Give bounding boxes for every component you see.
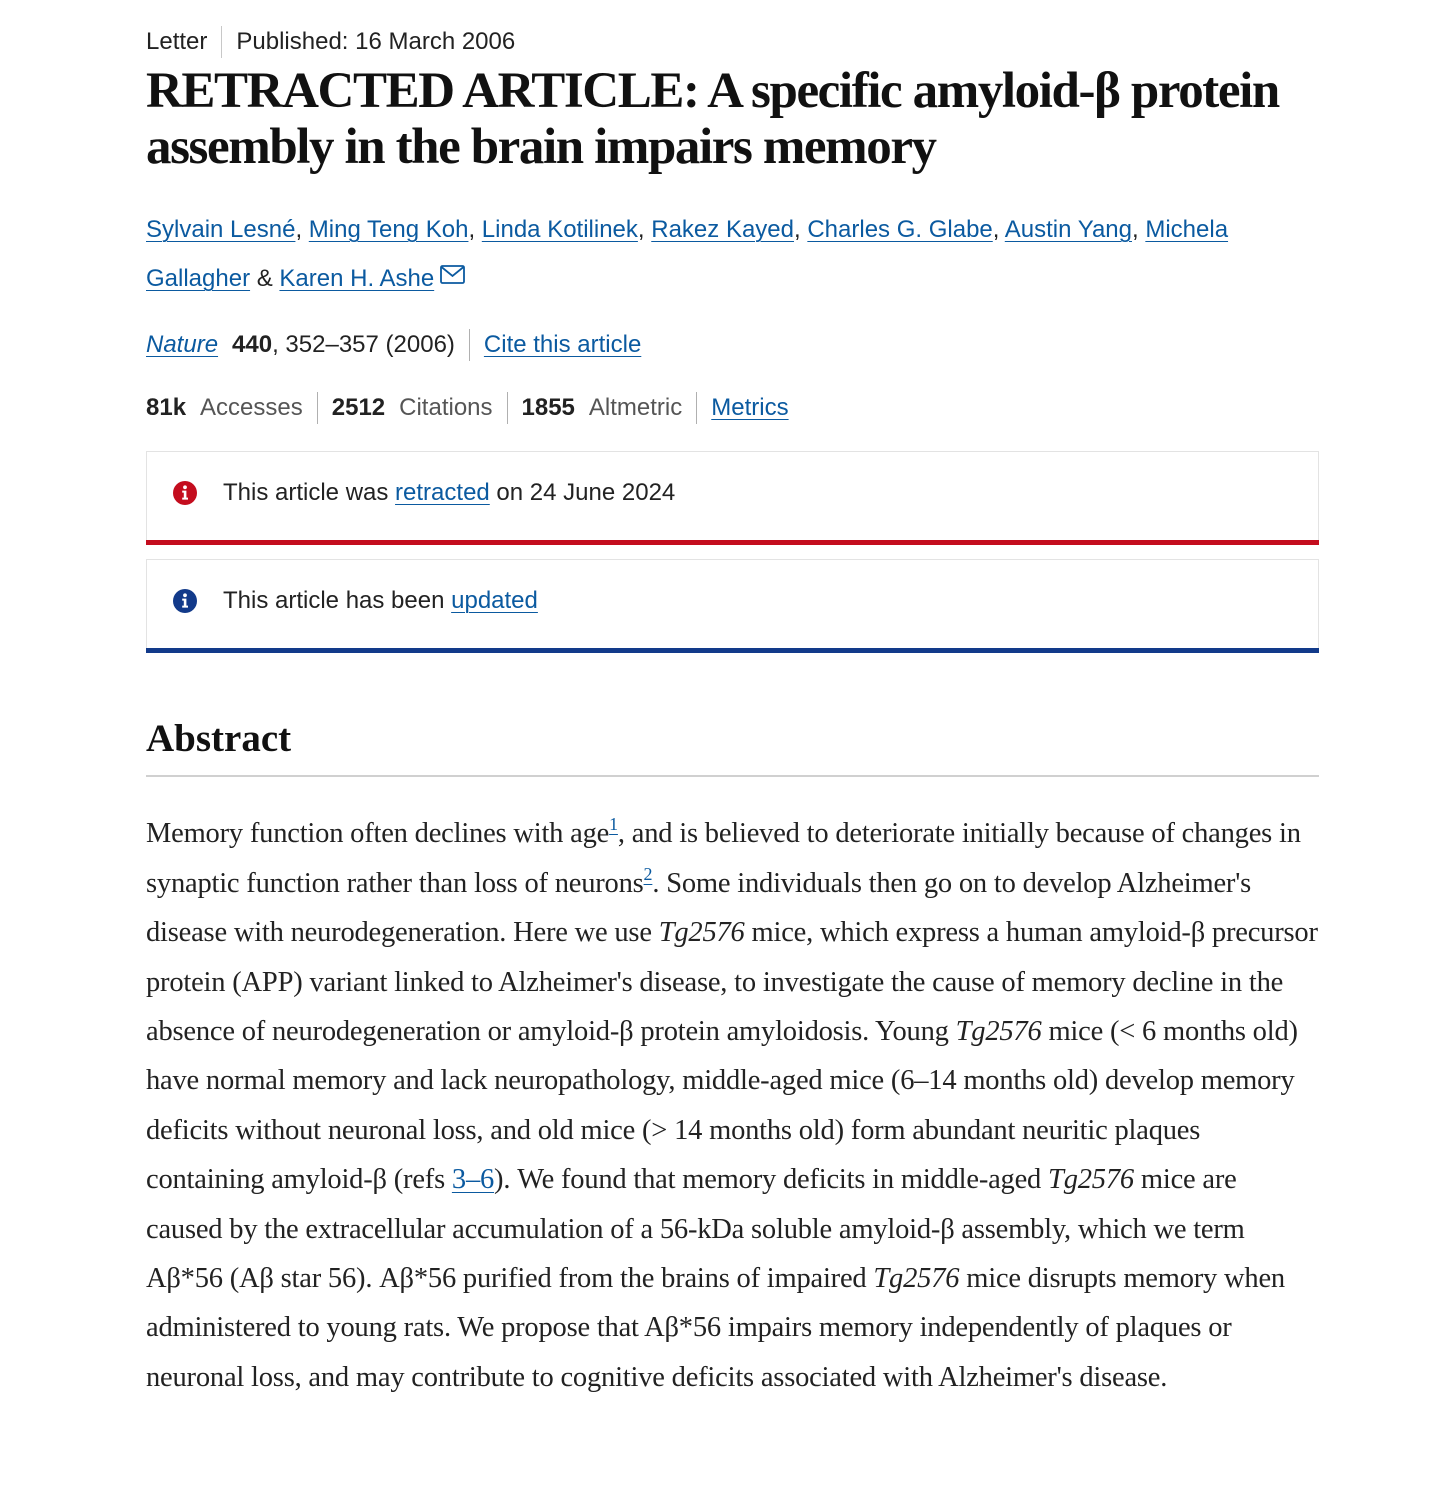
journal-pages-year: , 352–357 (2006) [272,331,455,358]
altmetric-score: 1855 [521,394,575,421]
altmetric-label: Altmetric [588,394,683,421]
meta-divider [221,26,222,58]
author-link[interactable]: Linda Kotilinek [481,216,638,243]
update-message: This article has been updated [223,587,538,614]
info-icon [173,481,197,505]
cite-article-link[interactable]: Cite this article [483,331,642,358]
accesses-count: 81k [146,394,187,421]
citations-count: 2512 [331,394,386,421]
reference-link[interactable]: 1 [609,814,618,835]
citation-line [146,325,1319,365]
author-list: Sylvain Lesné, Ming Teng Koh, Linda Kotilinek, Rakez Kayed, Charles G. Glabe, Austin Yang, Michela Gallagher & Karen H. Ashe [146,216,1229,292]
info-icon [173,589,197,613]
reference-link[interactable]: 2 [643,863,653,884]
retracted-link[interactable]: retracted [395,479,490,506]
journal-volume: 440 [232,331,273,358]
updated-link[interactable]: updated [451,587,538,614]
article-meta [146,22,1319,62]
abstract-heading: Abstract [146,715,1319,777]
update-notice-bar [146,648,1319,653]
author-link[interactable]: Ming Teng Koh [308,216,469,243]
metrics-divider [317,392,318,424]
article-type: Letter [146,28,208,55]
citation-divider [469,329,470,361]
citations-label: Citations [399,394,493,421]
corresponding-author-link[interactable]: Karen H. Ashe [279,265,435,292]
author-link[interactable]: Sylvain Lesné [146,216,296,243]
metrics-link[interactable]: Metrics [711,394,789,421]
update-notice [146,559,1319,653]
retraction-message: This article was retracted on 24 June 2024 [223,479,676,506]
journal-link[interactable]: Nature [146,331,219,358]
article-page [146,22,1319,1431]
retraction-notice [146,451,1319,545]
accesses-label: Accesses [200,394,303,421]
metrics-divider [696,392,697,424]
mail-icon[interactable] [440,265,465,284]
author-ampersand: & [256,265,273,292]
metrics-divider [507,392,508,424]
author-link[interactable]: Rakez Kayed [651,216,794,243]
published-date: Published: 16 March 2006 [236,28,516,55]
abstract-text: Memory function often declines with age$^1$, and is believed to deteriorate initially because of changes in synaptic function rather than loss of neurons$^2$. Some individuals then go on to develop Alzheimer's disease with neurodegeneration. Here we use Tg2576 mice, which express a human amyloid-β precursor protein (APP) variant linked to Alzheimer's disease, to investigate the cause of memory decline in the absence of neurodegeneration or amyloid-β protein amyloidosis. Young Tg2576 mice (< 6 months old) have normal memory and lack neuropathology, middle-aged mice (6–14 months old) develop memory deficits without neuronal loss, and old mice (> 14 months old) form abundant neuritic plaques containing amyloid-β (refs 3–6). We found that memory deficits in middle-aged Tg2576 mice are caused by the extracellular accumulation of a 56-kDa soluble amyloid-β assembly, which we term Aβ*56 (Aβ star 56). Aβ*56 purified from the brains of impaired Tg2576 mice disrupts memory when administered to young rats. We propose that Aβ*56 impairs memory independently of plaques or neuronal loss, and may contribute to cognitive deficits associated with Alzheimer's disease. [146,814,1318,1393]
retraction-notice-bar [146,540,1319,545]
author-link[interactable]: Austin Yang [1004,216,1132,243]
author-link[interactable]: Michela Gallagher [146,216,1229,292]
reference-link[interactable]: 3–6 [451,1164,495,1196]
article-metrics [146,388,1319,428]
article-title: RETRACTED ARTICLE: A specific amyloid-β protein assembly in the brain impairs memory [146,63,1279,175]
author-link[interactable]: Charles G. Glabe [807,216,993,243]
